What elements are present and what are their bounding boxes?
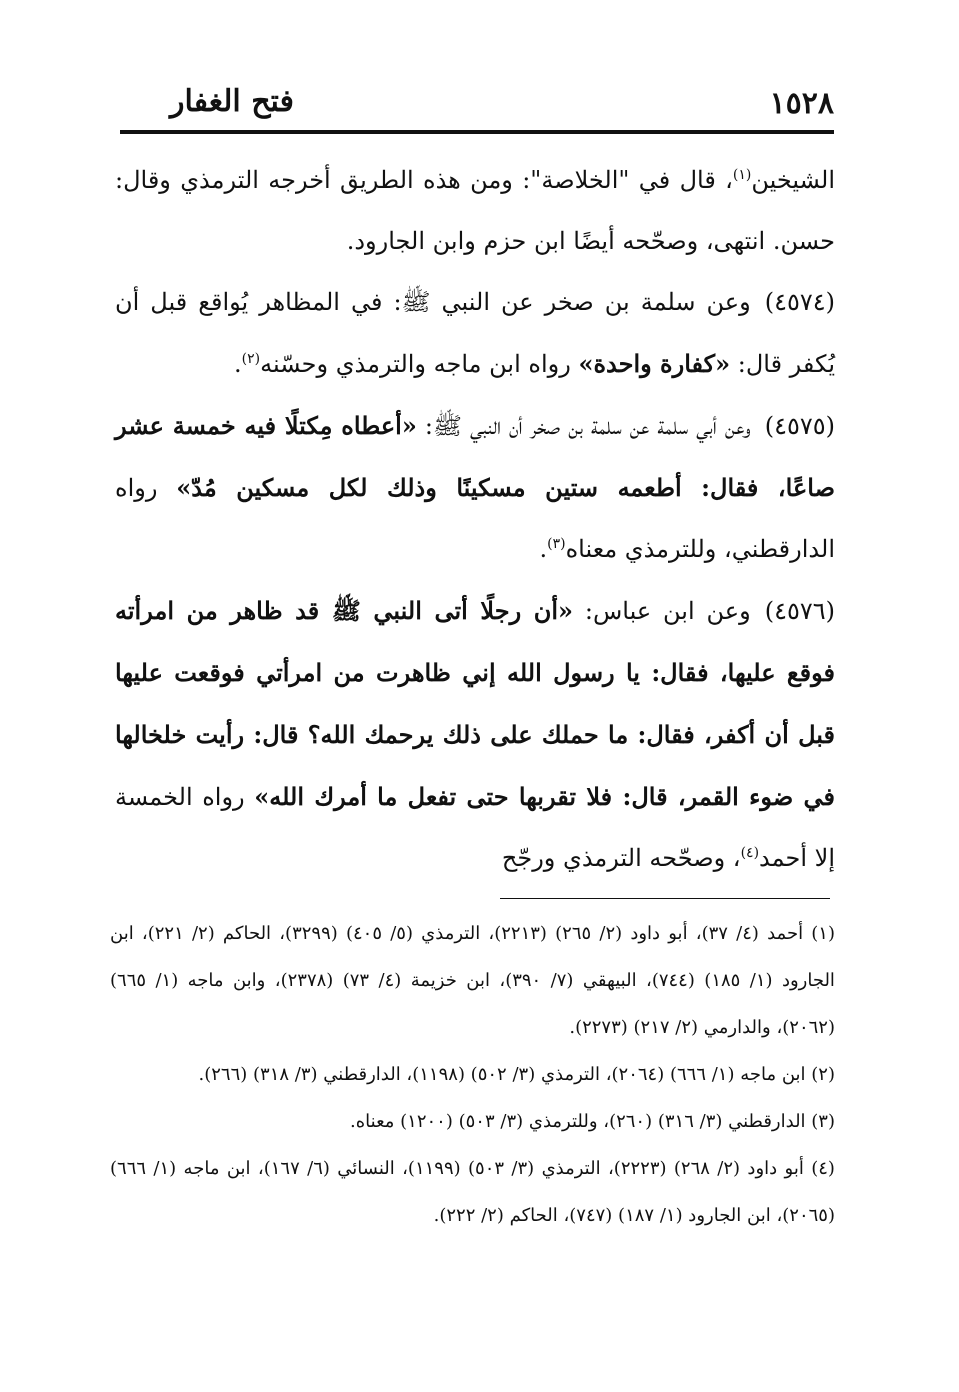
footnote-ref: (٣) (547, 536, 566, 552)
footnote-4: (٤) أبو داود (٢/ ٢٦٨) (٢٢٢٣)، الترمذي (٣/ ٥٠٣) (١١٩٩)، النسائي (٦/ ١٦٧)، ابن ماجه (١/ ٦٦٦) (٢٠٦٥)، ابن الجارود (١/ ١٨٧) (٧٤٧)، الحاكم (٢/ ٢٢٢). (110, 1158, 835, 1226)
hadith-4576 (115, 580, 835, 889)
page-header (120, 78, 834, 134)
text-segment: رواه الخمسة إلا أحمد (115, 783, 835, 872)
paragraph-continuation (115, 150, 835, 272)
text-segment: رواه ابن ماجه والترمذي وحسّنه (260, 350, 579, 378)
footnote-1: (١) أحمد (٤/ ٣٧)، أبو داود (٢/ ٢٦٥) (٢٢١٣)، الترمذي (٥/ ٤٠٥) (٣٢٩٩)، الحاكم (٢/ ٢٢١)، ابن الجارود (١/ ١٨٥) (٧٤٤)، البيهقي (٧/ ٣٩٠)، ابن خزيمة (٤/ ٧٣) (٢٣٧٨)، وابن ماجه (١/ ٦٦٥) (٢٠٦٢)، والدارمي (٢/ ٢١٧) (٢٢٧٣). (110, 923, 835, 1038)
hadith-number: (٤٥٧٤) (764, 288, 835, 316)
text-segment: ، وصحّحه الترمذي ورجّح (501, 844, 741, 872)
hadith-4575 (115, 395, 835, 580)
page-number: ١٥٢٨ (769, 86, 834, 121)
footnotes (110, 910, 835, 1239)
footnote-2: (٢) ابن ماجه (١/ ٦٦٦) (٢٠٦٤)، الترمذي (٣/ ٥٠٢) (١١٩٨)، الدارقطني (٣/ ٣١٨) (٢٦٦). (198, 1064, 835, 1085)
footnote-ref: (٢) (241, 351, 261, 367)
hadith-quote: «أن رجلًا أتى النبي ﷺ قد ظاهر من امرأته فوقع عليها، فقال: يا رسول الله إني ظاهرت من امرأتي فوقعت عليها قبل أن أكفر، فقال: ما حملك على ذلك يرحمك الله؟ قال: رأيت خلخالها في ضوء القمر، قال: فلا تقربها حتى تفعل ما أمرك الله» (115, 596, 835, 811)
hadith-quote: «كفارة واحدة» (578, 349, 731, 378)
main-text (115, 150, 835, 889)
hadith-4574 (115, 272, 835, 395)
footnote-ref: (١) (732, 167, 752, 183)
book-title: فتح الغفار (170, 84, 294, 119)
text-segment: الشيخين (751, 166, 835, 194)
text-segment: ، قال في "الخلاصة": ومن هذه الطريق أخرجه الترمذي وقال: حسن. انتهى، وصحّحه أيضًا ابن حزم وابن الجارود. (115, 166, 835, 255)
text-segment: . (539, 535, 548, 563)
hadith-quote: «أعطاه مِكتلًا فيه خمسة عشر صاعًا، فقال: أطعمه ستين مسكينًا وذلك لكل مسكين مُدّ» (115, 411, 835, 502)
text-segment: وعن ابن عباس: (573, 597, 751, 625)
hadith-number: (٤٥٧٥) (764, 412, 835, 440)
footnote-3: (٣) الدارقطني (٣/ ٣١٦) (٢٦٠)، وللترمذي (٣/ ٥٠٣) (١٢٠٠) معناه. (350, 1111, 835, 1132)
text-segment: رواه الدارقطني، وللترمذي معناه (115, 474, 835, 563)
footnote-ref: (٤) (740, 845, 760, 861)
hadith-number: (٤٥٧٦) (764, 597, 835, 625)
text-segment: وعن أبي سلمة عن سلمة بن صخر أن النبي ﷺ: (416, 412, 751, 440)
text-segment: وعن سلمة بن صخر عن النبي ﷺ: في المظاهر يُواقع قبل أن يُكفر قال: (115, 288, 835, 378)
text-segment: . (234, 350, 242, 378)
footnote-divider (500, 898, 830, 899)
